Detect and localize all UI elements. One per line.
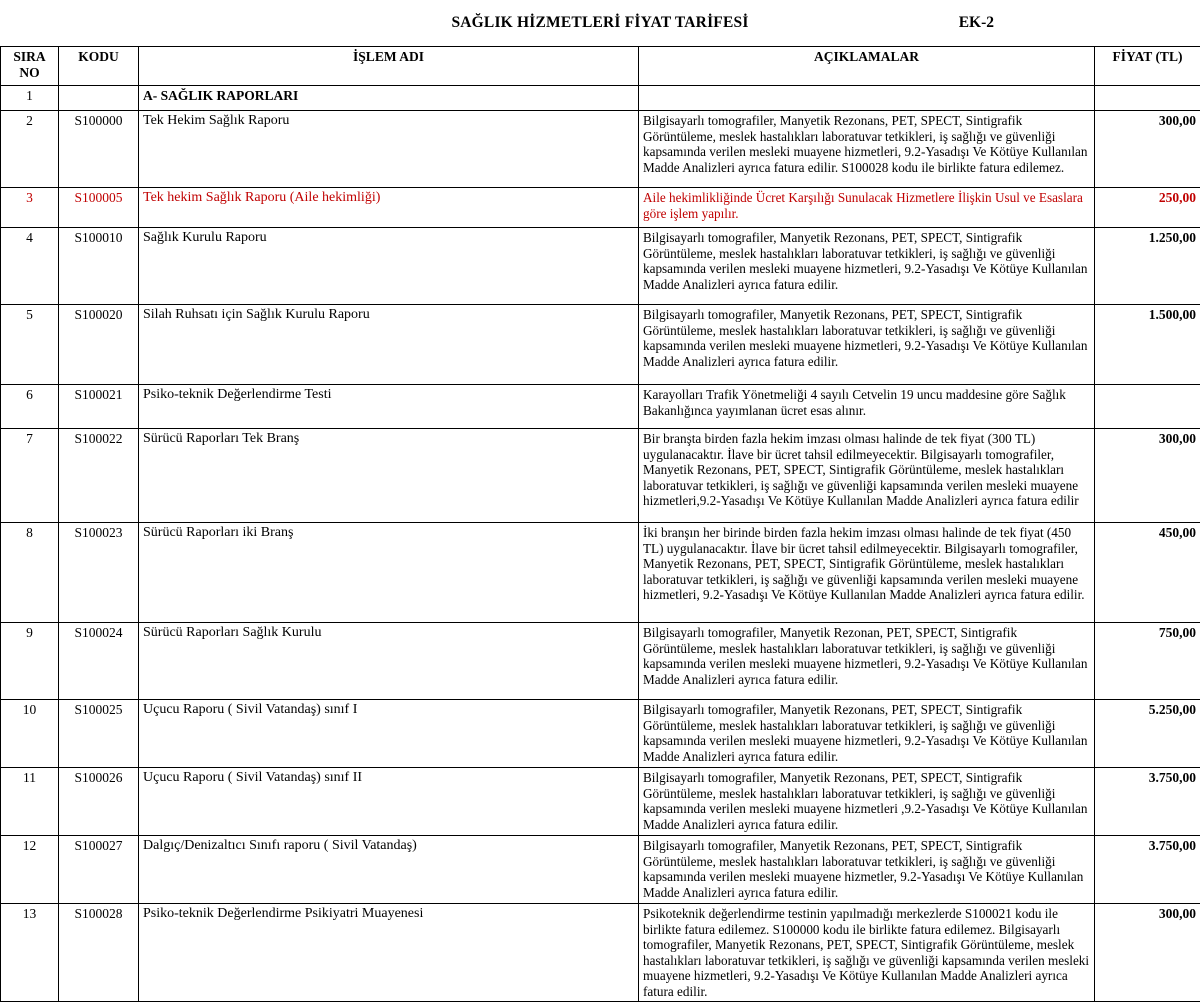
table-row: [1, 86, 1200, 111]
cell-row-number: 5: [1, 305, 59, 385]
cell-row-number: 7: [1, 429, 59, 523]
cell-description: Bilgisayarlı tomografiler, Manyetik Rezonans, PET, SPECT, Sintigrafik Görüntüleme, meslek hastalıkları laboratuvar tetkikleri, iş sağlığı ve güvenliği kapsamında verilen mesleki muayene hizmetleri, 9.2-Yasadışı Ve Kötüye Kullanılan Madde Analizleri ayrıca fatura edilir. S100028 kodu ile birlikte fatura edilemez.: [639, 111, 1095, 188]
column-header-code: KODU: [59, 47, 139, 86]
cell-code: S100000: [59, 111, 139, 188]
cell-procedure-name: Dalgıç/Denizaltıcı Sınıfı raporu ( Sivil Vatandaş): [139, 836, 639, 904]
cell-price: 450,00: [1095, 523, 1200, 623]
cell-row-number: 10: [1, 700, 59, 768]
cell-procedure-name: Uçucu Raporu ( Sivil Vatandaş) sınıf II: [139, 768, 639, 836]
table-header-row: [1, 47, 1200, 86]
cell-price: 5.250,00: [1095, 700, 1200, 768]
table-row: [1, 188, 1200, 228]
cell-description: Aile hekimlikliğinde Ücret Karşılığı Sunulacak Hizmetlere İlişkin Usul ve Esaslara göre işlem yapılır.: [639, 188, 1095, 228]
cell-description: Bilgisayarlı tomografiler, Manyetik Rezonan, PET, SPECT, Sintigrafik Görüntüleme, meslek hastalıkları laboratuvar tetkikleri, iş sağlığı ve güvenliği kapsamında verilen mesleki muayene hizmetleri, 9.2-Yasadışı Ve Kötüye Kullanılan Madde Analizleri ayrıca fatura edilir.: [639, 623, 1095, 700]
table-row: [1, 429, 1200, 523]
cell-procedure-name: Tek Hekim Sağlık Raporu: [139, 111, 639, 188]
cell-procedure-name: Sürücü Raporları Tek Branş: [139, 429, 639, 523]
cell-price: 300,00: [1095, 111, 1200, 188]
cell-code: S100023: [59, 523, 139, 623]
annex-label: EK-2: [958, 14, 994, 31]
cell-row-number: 2: [1, 111, 59, 188]
cell-price: 3.750,00: [1095, 836, 1200, 904]
cell-description: Bilgisayarlı tomografiler, Manyetik Rezonans, PET, SPECT, Sintigrafik Görüntüleme, meslek hastalıkları laboratuvar tetkikleri, iş sağlığı ve güvenliği kapsamında verilen mesleki muayene hizmetler, 9.2-Yasadışı Ve Kötüye Kullanılan Madde Analizleri ayrıca fatura edilir.: [639, 836, 1095, 904]
cell-price: 300,00: [1095, 904, 1200, 1002]
cell-code: S100021: [59, 385, 139, 429]
cell-code: S100020: [59, 305, 139, 385]
cell-price: 3.750,00: [1095, 768, 1200, 836]
column-header-no: [1, 47, 59, 86]
cell-row-number: 4: [1, 228, 59, 305]
cell-price: [1095, 385, 1200, 429]
cell-price: 750,00: [1095, 623, 1200, 700]
cell-price: [1095, 86, 1200, 111]
table-row: [1, 836, 1200, 904]
cell-description: İki branşın her birinde birden fazla hekim imzası olması halinde de tek fiyat (450 TL) uygulanacaktır. İlave bir ücret tahsil edilmeyecektir. Bilgisayarlı tomografiler, Manyetik Rezonans, PET, SPECT, Sintigrafik Görüntüleme, meslek hastalıkları laboratuvar tetkikleri, iş sağlığı ve güvenliği kapsamında verilen mesleki muayene hizmetleri, 9.2-Yasadışı Ve Kötüye Kullanılan Madde Analizleri ayrıca fatura edilir.: [639, 523, 1095, 623]
cell-row-number: 3: [1, 188, 59, 228]
cell-description: Bilgisayarlı tomografiler, Manyetik Rezonans, PET, SPECT, Sintigrafik Görüntüleme, meslek hastalıkları laboratuvar tetkikleri, iş sağlığı ve güvenliği kapsamında verilen mesleki muayene hizmetleri, 9.2-Yasadışı Ve Kötüye Kullanılan Madde Analizleri ayrıca fatura edilir.: [639, 700, 1095, 768]
cell-procedure-name: Silah Ruhsatı için Sağlık Kurulu Raporu: [139, 305, 639, 385]
table-row: [1, 700, 1200, 768]
cell-code: [59, 86, 139, 111]
column-header-no-line2: NO: [19, 65, 40, 80]
table-header: [1, 47, 1200, 86]
cell-row-number: 9: [1, 623, 59, 700]
column-header-price: FİYAT (TL): [1095, 47, 1200, 86]
cell-price: 1.250,00: [1095, 228, 1200, 305]
cell-code: S100022: [59, 429, 139, 523]
cell-code: S100028: [59, 904, 139, 1002]
table-row: [1, 305, 1200, 385]
cell-row-number: 1: [1, 86, 59, 111]
table-row: [1, 228, 1200, 305]
cell-row-number: 8: [1, 523, 59, 623]
cell-row-number: 11: [1, 768, 59, 836]
cell-procedure-name: Sürücü Raporları iki Branş: [139, 523, 639, 623]
cell-price: 1.500,00: [1095, 305, 1200, 385]
cell-code: S100010: [59, 228, 139, 305]
cell-row-number: 12: [1, 836, 59, 904]
cell-code: S100027: [59, 836, 139, 904]
column-header-name: İŞLEM ADI: [139, 47, 639, 86]
cell-row-number: 13: [1, 904, 59, 1002]
cell-description: Bilgisayarlı tomografiler, Manyetik Rezonans, PET, SPECT, Sintigrafik Görüntüleme, meslek hastalıkları laboratuvar tetkikleri, iş sağlığı ve güvenliği kapsamında verilen mesleki muayene hizmetleri ,9.2-Yasadışı Ve Kötüye Kullanılan Madde Analizleri ayrıca fatura edilir.: [639, 768, 1095, 836]
page-title: SAĞLIK HİZMETLERİ FİYAT TARİFESİ: [451, 14, 749, 31]
cell-price: 300,00: [1095, 429, 1200, 523]
table-row: [1, 385, 1200, 429]
cell-row-number: 6: [1, 385, 59, 429]
tariff-table: [0, 46, 1200, 1002]
cell-code: S100026: [59, 768, 139, 836]
cell-description: Bilgisayarlı tomografiler, Manyetik Rezonans, PET, SPECT, Sintigrafik Görüntüleme, meslek hastalıkları laboratuvar tetkikleri, iş sağlığı ve güvenliği kapsamında verilen mesleki muayene hizmetleri, 9.2-Yasadışı Ve Kötüye Kullanılan Madde Analizleri ayrıca fatura edilir.: [639, 305, 1095, 385]
cell-procedure-name: Psiko-teknik Değerlendirme Testi: [139, 385, 639, 429]
table-body: [1, 86, 1200, 1002]
document-header: [0, 0, 1200, 46]
cell-price: 250,00: [1095, 188, 1200, 228]
cell-section-title: A- SAĞLIK RAPORLARI: [139, 86, 639, 111]
table-row: [1, 623, 1200, 700]
cell-description: Bilgisayarlı tomografiler, Manyetik Rezonans, PET, SPECT, Sintigrafik Görüntüleme, meslek hastalıkları laboratuvar tetkikleri, iş sağlığı ve güvenliği kapsamında verilen mesleki muayene hizmetleri, 9.2-Yasadışı Ve Kötüye Kullanılan Madde Analizleri ayrıca fatura edilir.: [639, 228, 1095, 305]
cell-procedure-name: Uçucu Raporu ( Sivil Vatandaş) sınıf I: [139, 700, 639, 768]
table-row: [1, 768, 1200, 836]
cell-description: Karayolları Trafik Yönetmeliği 4 sayılı Cetvelin 19 uncu maddesine göre Sağlık Bakanlığınca yayımlanan ücret esas alınır.: [639, 385, 1095, 429]
cell-code: S100024: [59, 623, 139, 700]
cell-procedure-name: Psiko-teknik Değerlendirme Psikiyatri Muayenesi: [139, 904, 639, 1002]
table-row: [1, 523, 1200, 623]
cell-code: S100025: [59, 700, 139, 768]
cell-procedure-name: Tek hekim Sağlık Raporu (Aile hekimliği): [139, 188, 639, 228]
column-header-no-line1: SIRA: [13, 49, 46, 64]
cell-procedure-name: Sağlık Kurulu Raporu: [139, 228, 639, 305]
cell-description: Psikoteknik değerlendirme testinin yapılmadığı merkezlerde S100021 kodu ile birlikte fatura edilemez. S100000 kodu ile birlikte fatura edilemez. Bilgisayarlı tomografiler, Manyetik Rezonans, PET, SPECT, Sintigrafik Görüntüleme, meslek hastalıkları laboratuvar tetkikleri, iş sağlığı ve güvenliği kapsamında verilen mesleki muayene hizmetleri, 9.2-Yasadışı Ve Kötüye Kullanılan Madde Analizleri ayrıca fatura edilir.: [639, 904, 1095, 1002]
table-row: [1, 111, 1200, 188]
cell-description: Bir branşta birden fazla hekim imzası olması halinde de tek fiyat (300 TL) uygulanacaktır. İlave bir ücret tahsil edilmeyecektir. Bilgisayarlı tomografiler, Manyetik Rezonans, PET, SPECT, Sintigrafik Görüntüleme, meslek hastalıkları laboratuvar tetkikleri, iş sağlığı ve güvenliği kapsamında verilen mesleki muayene hizmetleri,9.2-Yasadışı Ve Kötüye Kullanılan Madde Analizleri ayrıca fatura edilir: [639, 429, 1095, 523]
cell-code: S100005: [59, 188, 139, 228]
cell-description: [639, 86, 1095, 111]
cell-procedure-name: Sürücü Raporları Sağlık Kurulu: [139, 623, 639, 700]
table-row: [1, 904, 1200, 1002]
column-header-description: AÇIKLAMALAR: [639, 47, 1095, 86]
